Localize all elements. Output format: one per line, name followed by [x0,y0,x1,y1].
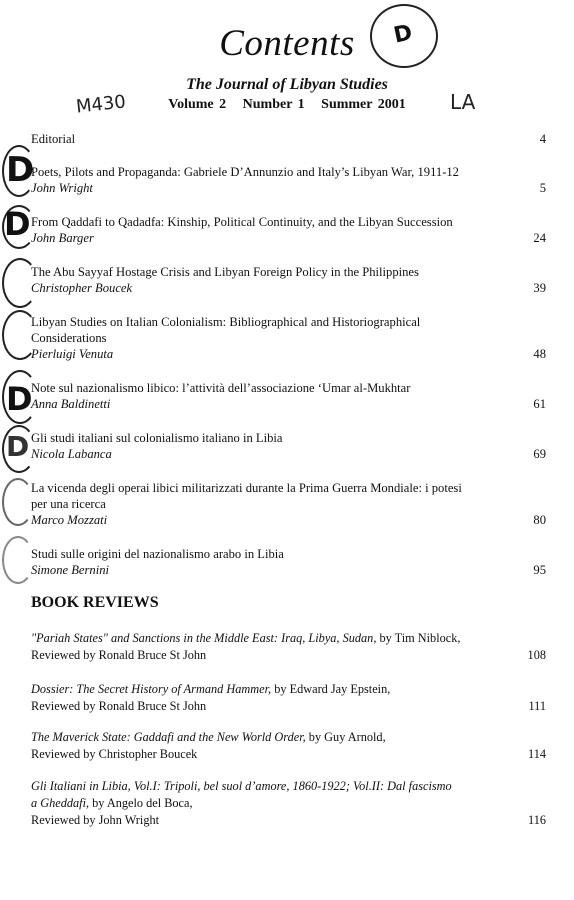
entry-author: Anna Baldinetti [31,397,111,411]
review-title: a Gheddafi, [31,796,90,810]
entry-page: 69 [533,447,546,461]
entry-title: Poets, Pilots and Propaganda: Gabriele D’Annunzio and Italy’s Libyan War, 1911-12 [31,165,459,179]
entry-page: 61 [533,397,546,411]
review-author: by Tim Niblock, [376,631,461,645]
entry-author: Pierluigi Venuta [31,347,114,361]
entry-author: John Barger [31,231,94,245]
review-page: 116 [528,813,546,827]
toc-entry [31,380,546,412]
review-author: by Angelo del Boca, [89,796,193,810]
entry-page: 95 [533,563,546,577]
review-entry [31,681,546,715]
stamp-letter: D [391,20,415,49]
entry-page: 4 [539,132,546,146]
page-title: Contents [219,23,355,64]
stamp-letter-mark: D [6,150,35,190]
review-entry [31,729,546,763]
reviewer: Reviewed by Ronald Bruce St John [31,699,207,713]
review-page: 114 [528,747,546,761]
entry-title: Note sul nazionalismo libico: l’attività dell’associazione ‘Umar al-Mukhtar [31,381,411,395]
entry-title: From Qaddafi to Qadadfa: Kinship, Political Continuity, and the Libyan Succession [31,215,453,229]
entry-title: La vicenda degli operai libici militarizzati durante la Prima Guerra Mondiale: i potesi [31,481,462,495]
entry-author: Simone Bernini [31,563,109,577]
entry-title: Libyan Studies on Italian Colonialism: Bibliographical and Historiographical [31,315,421,329]
toc-entry [31,314,546,362]
stamp-letter-mark: D [4,205,31,243]
stamp-ring [2,478,34,526]
stamp-circle [370,4,438,68]
toc-entry [31,430,546,462]
entry-title: per una ricerca [31,497,106,511]
review-author: by Guy Arnold, [305,730,386,744]
entry-title: Considerations [31,331,107,345]
entry-page: 24 [533,231,546,245]
toc-entry [31,164,546,196]
entry-page: 5 [539,181,546,195]
review-page: 111 [528,699,546,713]
toc-entry [31,546,546,578]
review-page: 108 [527,648,546,662]
stamp-ring [2,258,38,308]
toc-entry [31,131,546,147]
stamp-letter-mark: D [6,380,33,418]
review-title: "Pariah States" and Sanctions in the Middle East: Iraq, Libya, Sudan, [31,631,377,645]
review-title: Dossier: The Secret History of Armand Hammer, [31,682,272,696]
reviewer: Reviewed by Ronald Bruce St John [31,648,207,662]
entry-author: John Wright [31,181,93,195]
toc-entry [31,480,546,528]
entry-author: Nicola Labanca [31,447,112,461]
stamp-ring [2,536,34,584]
stamp-ring [2,310,38,360]
review-title: Gli Italiani in Libia, Vol.I: Tripoli, bel suol d’amore, 1860-1922; Vol.II: Dal fascismo [31,779,452,793]
review-author: by Edward Jay Epstein, [271,682,391,696]
entry-title: Editorial [31,132,76,146]
review-entry [31,778,546,829]
reviewer: Reviewed by Christopher Boucek [31,747,198,761]
review-entry [31,630,546,664]
entry-title: The Abu Sayyaf Hostage Crisis and Libyan Foreign Policy in the Philippines [31,265,419,279]
entry-page: 39 [533,281,546,295]
entry-page: 48 [533,347,546,361]
toc-entry [31,214,546,246]
reviewer: Reviewed by John Wright [31,813,160,827]
stamp-letter-mark: D [6,430,30,463]
journal-name: The Journal of Libyan Studies [186,76,388,93]
entry-page: 80 [533,513,546,527]
entry-author: Christopher Boucek [31,281,133,295]
entry-title: Studi sulle origini del nazionalismo arabo in Libia [31,547,284,561]
review-title: The Maverick State: Gaddafi and the New World Order, [31,730,306,744]
handwritten-note-left: M430 [75,91,127,118]
entry-title: Gli studi italiani sul colonialismo italiano in Libia [31,431,283,445]
toc-entry [31,264,546,296]
handwritten-note-right: LA [450,90,476,114]
book-reviews-heading: BOOK REVIEWS [31,594,159,611]
issue-info: Volume 2 Number 1 Summer 2001 [168,97,406,112]
entry-author: Marco Mozzati [31,513,108,527]
